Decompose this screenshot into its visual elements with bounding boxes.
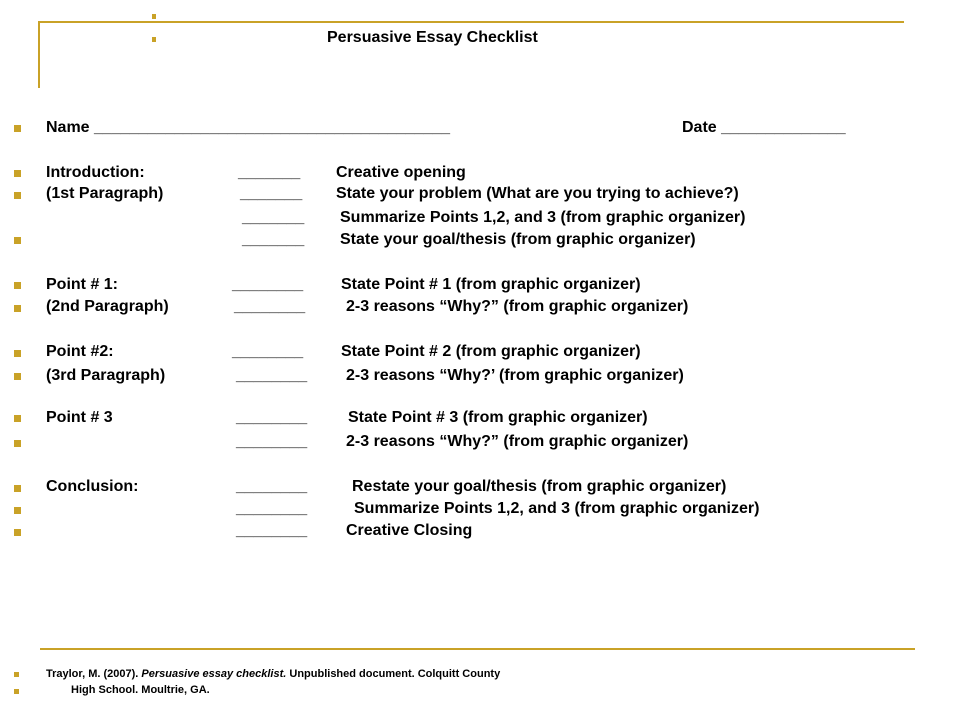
citation-line-1 (46, 667, 500, 681)
row-label: (3rd Paragraph) (46, 367, 166, 384)
name-field-label: Name ________________________________________ (46, 119, 450, 136)
row-blank: _______ (242, 231, 305, 248)
row-task: Summarize Points 1,2, and 3 (from graphic organizer) (340, 209, 746, 226)
citation-author: Traylor, M. (2007). (46, 668, 142, 680)
bullet-icon (14, 282, 21, 289)
row-blank: ________ (236, 433, 308, 450)
title-bullet-icon (152, 37, 156, 42)
citation-line-2: High School. Moultrie, GA. (71, 684, 210, 696)
row-label: (2nd Paragraph) (46, 298, 169, 315)
page-title: Persuasive Essay Checklist (327, 29, 538, 46)
row-label: Introduction: (46, 164, 145, 181)
row-label: Point #2: (46, 343, 114, 360)
bullet-icon (14, 237, 21, 244)
row-blank: ________ (236, 409, 308, 426)
row-blank: _______ (238, 164, 301, 181)
row-task: Creative opening (336, 164, 466, 181)
row-task: Restate your goal/thesis (from graphic organizer) (352, 478, 727, 495)
citation-title: Persuasive essay checklist. (141, 668, 287, 680)
bullet-icon (14, 125, 21, 132)
top-rule (38, 21, 904, 23)
row-label: Point # 3 (46, 409, 113, 426)
row-task: Summarize Points 1,2, and 3 (from graphic organizer) (354, 500, 760, 517)
row-blank: ________ (232, 276, 304, 293)
row-blank: ________ (232, 343, 304, 360)
left-rule (38, 21, 40, 88)
row-task: 2-3 reasons “Why?” (from graphic organizer) (346, 298, 689, 315)
bullet-icon (14, 350, 21, 357)
bullet-icon (14, 689, 19, 694)
row-blank: ________ (236, 367, 308, 384)
row-label: Point # 1: (46, 276, 119, 293)
title-bullet-icon (152, 14, 156, 19)
row-blank: ________ (236, 500, 308, 517)
bullet-icon (14, 305, 21, 312)
row-task: Creative Closing (346, 522, 473, 539)
bullet-icon (14, 170, 21, 177)
row-blank: ________ (236, 478, 308, 495)
row-blank: _______ (240, 185, 303, 202)
bullet-icon (14, 672, 19, 677)
bullet-icon (14, 373, 21, 380)
bottom-rule (40, 648, 915, 650)
bullet-icon (14, 192, 21, 199)
row-blank: ________ (234, 298, 306, 315)
bullet-icon (14, 529, 21, 536)
row-blank: ________ (236, 522, 308, 539)
row-blank: _______ (242, 209, 305, 226)
row-task: State Point # 1 (from graphic organizer) (341, 276, 641, 293)
date-field-label: Date ______________ (682, 119, 846, 136)
citation-publisher: Unpublished document. Colquitt County (286, 668, 501, 680)
row-task: State Point # 3 (from graphic organizer) (348, 409, 648, 426)
row-label: Conclusion: (46, 478, 139, 495)
row-task: State Point # 2 (from graphic organizer) (341, 343, 641, 360)
row-task: State your goal/thesis (from graphic organizer) (340, 231, 696, 248)
bullet-icon (14, 507, 21, 514)
row-task: 2-3 reasons “Why?’ (from graphic organizer) (346, 367, 684, 384)
row-task: State your problem (What are you trying to achieve?) (336, 185, 739, 202)
row-label: (1st Paragraph) (46, 185, 164, 202)
bullet-icon (14, 440, 21, 447)
bullet-icon (14, 415, 21, 422)
bullet-icon (14, 485, 21, 492)
row-task: 2-3 reasons “Why?” (from graphic organizer) (346, 433, 689, 450)
